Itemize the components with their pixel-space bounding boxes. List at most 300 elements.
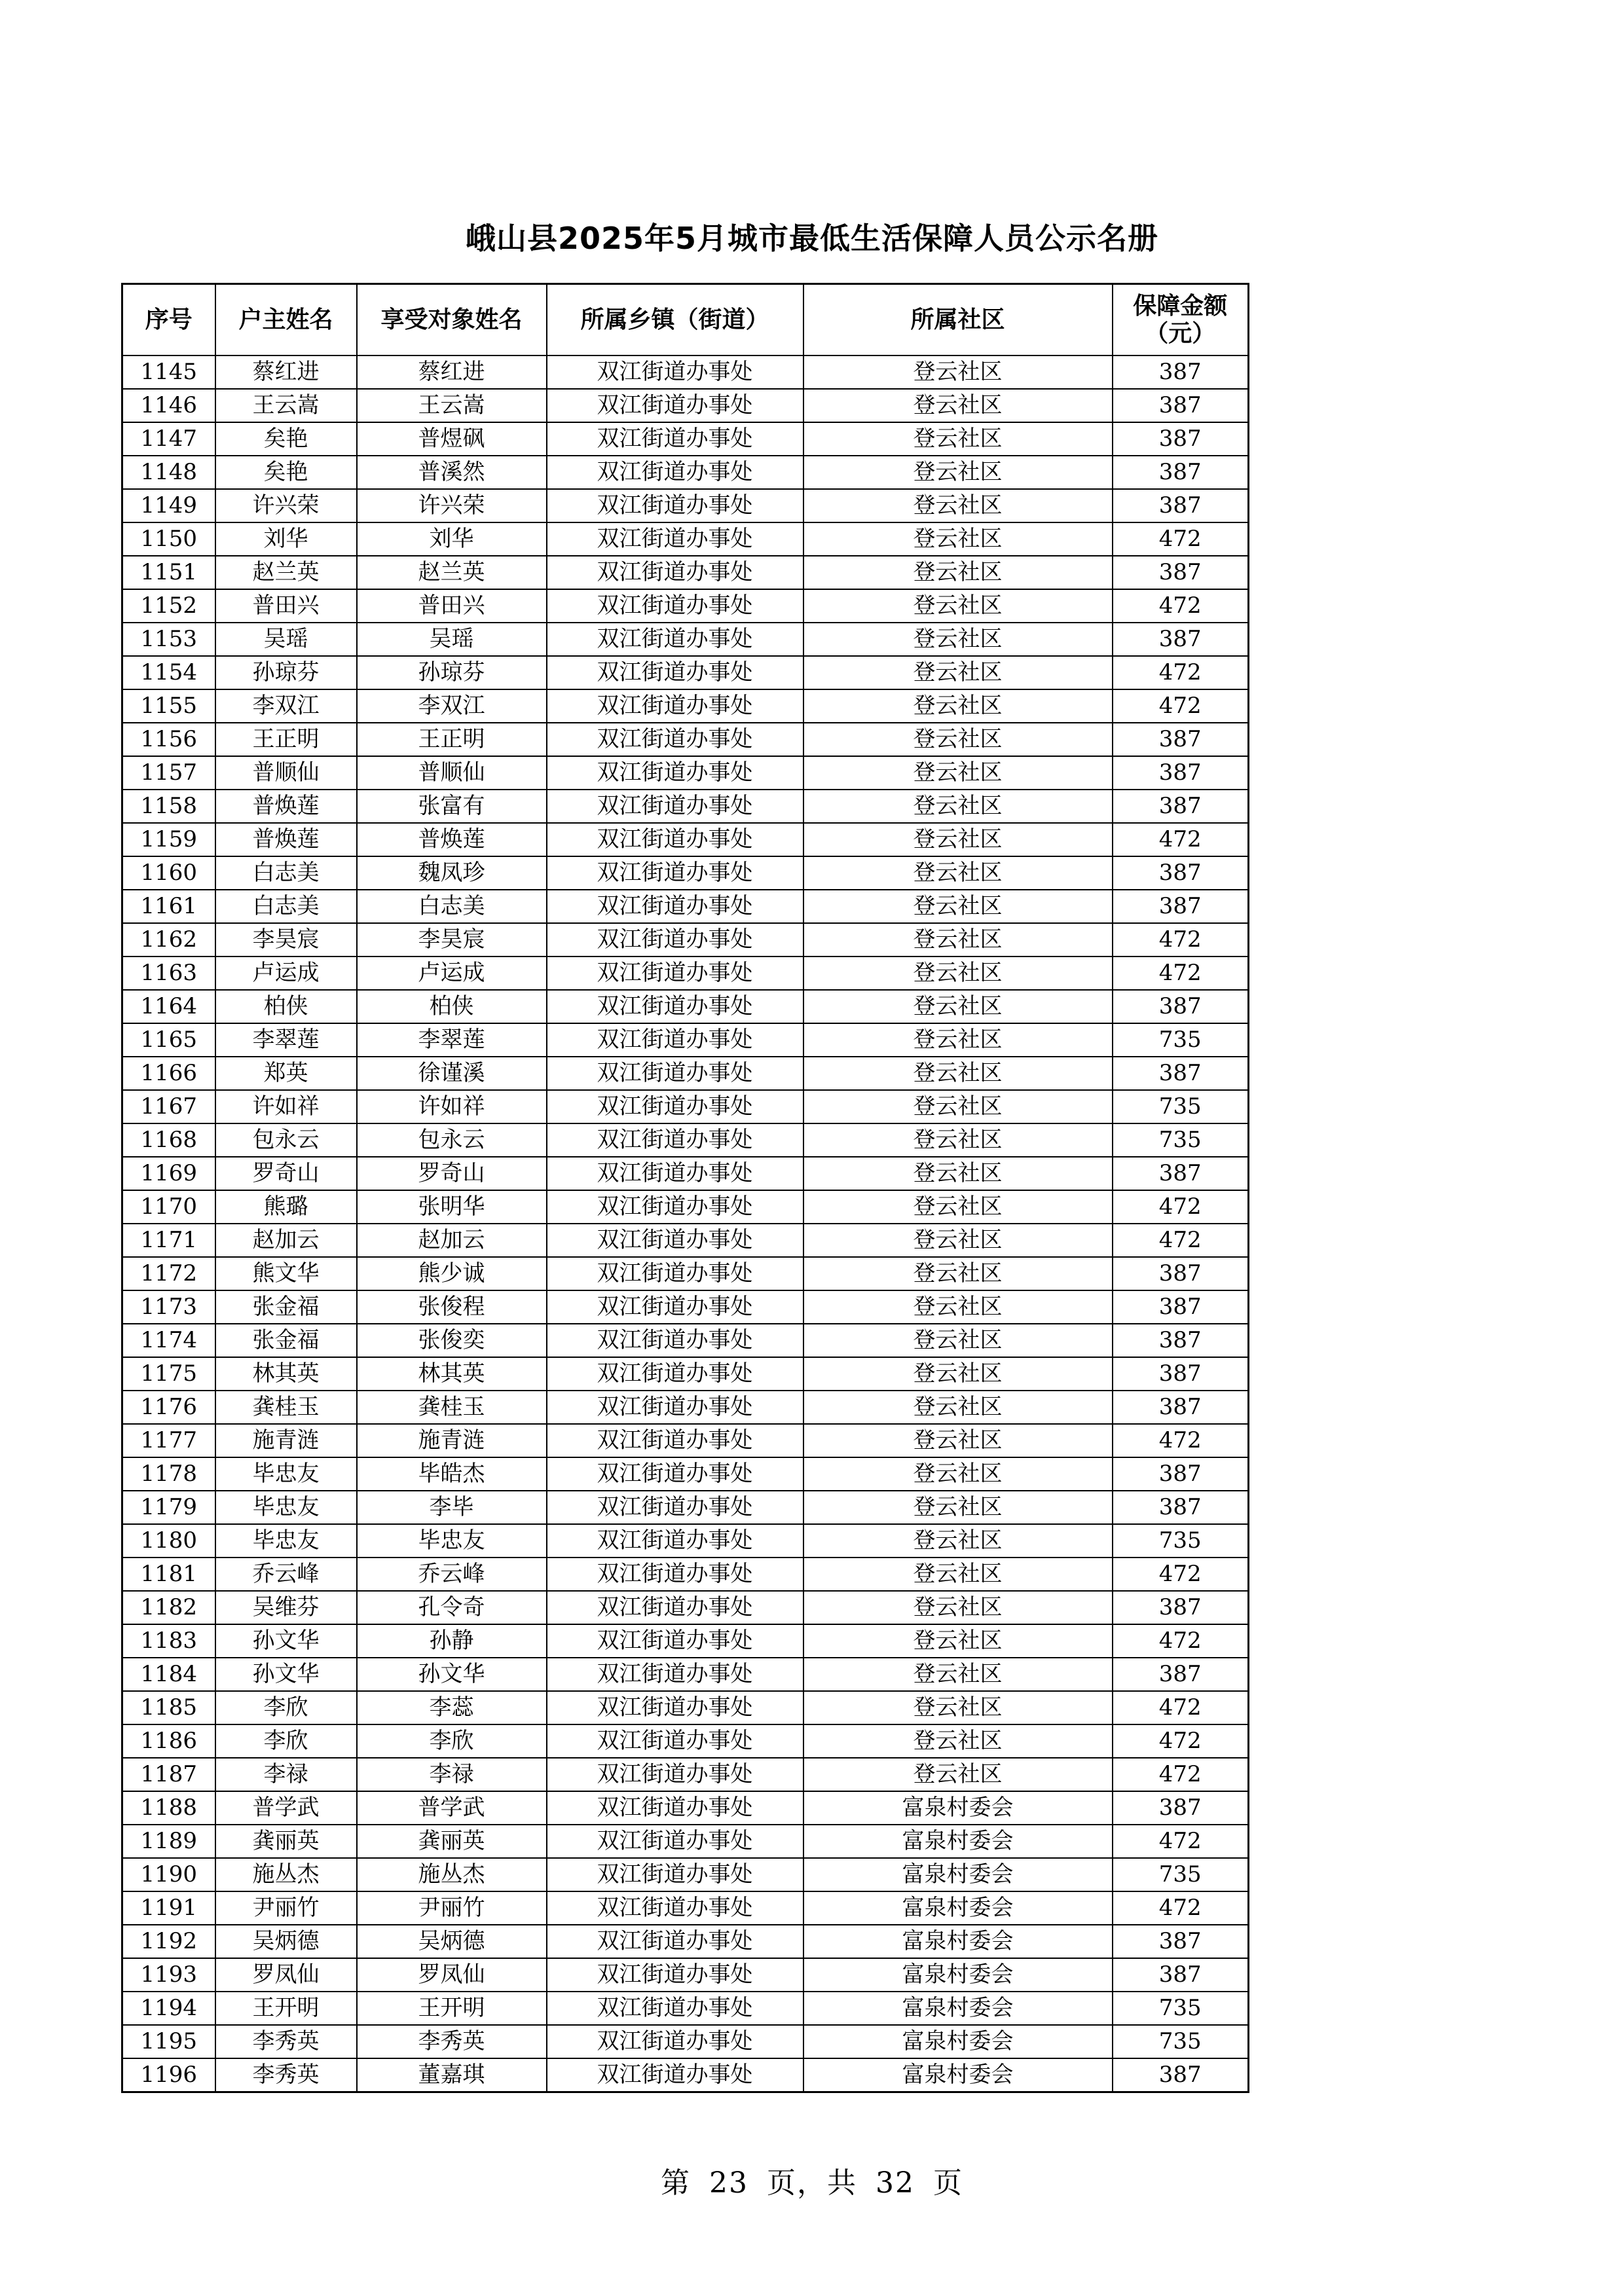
cell-head-name: 龚桂玉 [215, 1391, 357, 1424]
cell-beneficiary: 罗奇山 [357, 1157, 547, 1190]
cell-beneficiary: 孙静 [357, 1624, 547, 1658]
cell-beneficiary: 魏凤珍 [357, 856, 547, 890]
cell-seq: 1184 [122, 1658, 215, 1691]
cell-amount: 387 [1113, 1357, 1249, 1391]
cell-amount: 387 [1113, 756, 1249, 790]
cell-beneficiary: 熊少诚 [357, 1257, 547, 1290]
cell-amount: 472 [1113, 957, 1249, 990]
cell-head-name: 吴瑶 [215, 623, 357, 656]
recipients-table [121, 283, 1249, 2093]
cell-community: 登云社区 [803, 1558, 1113, 1591]
table-row [122, 389, 1249, 422]
cell-seq: 1165 [122, 1023, 215, 1057]
cell-seq: 1193 [122, 1958, 215, 1992]
cell-town: 双江街道办事处 [547, 1591, 803, 1624]
cell-community: 登云社区 [803, 1591, 1113, 1624]
cell-town: 双江街道办事处 [547, 589, 803, 623]
cell-head-name: 李双江 [215, 689, 357, 723]
cell-head-name: 赵兰英 [215, 556, 357, 589]
cell-seq: 1180 [122, 1524, 215, 1558]
cell-community: 登云社区 [803, 556, 1113, 589]
table-row [122, 990, 1249, 1023]
cell-seq: 1173 [122, 1290, 215, 1324]
cell-seq: 1191 [122, 1891, 215, 1925]
table-row [122, 1791, 1249, 1825]
cell-head-name: 熊璐 [215, 1190, 357, 1224]
cell-community: 登云社区 [803, 1123, 1113, 1157]
page-footer [0, 2159, 1624, 2201]
table-row [122, 1023, 1249, 1057]
cell-seq: 1153 [122, 623, 215, 656]
cell-community: 登云社区 [803, 1391, 1113, 1424]
table-row [122, 456, 1249, 489]
cell-seq: 1178 [122, 1457, 215, 1491]
cell-head-name: 李禄 [215, 1758, 357, 1791]
cell-beneficiary: 龚丽英 [357, 1825, 547, 1858]
cell-community: 登云社区 [803, 522, 1113, 556]
cell-town: 双江街道办事处 [547, 1357, 803, 1391]
cell-beneficiary: 张明华 [357, 1190, 547, 1224]
cell-community: 登云社区 [803, 1190, 1113, 1224]
cell-community: 登云社区 [803, 1157, 1113, 1190]
table-row [122, 723, 1249, 756]
table-row [122, 1825, 1249, 1858]
cell-beneficiary: 许兴荣 [357, 489, 547, 522]
table-row [122, 489, 1249, 522]
cell-seq: 1154 [122, 656, 215, 689]
cell-town: 双江街道办事处 [547, 957, 803, 990]
cell-beneficiary: 罗凤仙 [357, 1958, 547, 1992]
cell-community: 登云社区 [803, 1457, 1113, 1491]
cell-town: 双江街道办事处 [547, 923, 803, 957]
cell-community: 登云社区 [803, 856, 1113, 890]
cell-head-name: 熊文华 [215, 1257, 357, 1290]
cell-seq: 1190 [122, 1858, 215, 1891]
cell-seq: 1188 [122, 1791, 215, 1825]
cell-amount: 387 [1113, 623, 1249, 656]
cell-amount: 735 [1113, 1858, 1249, 1891]
cell-seq: 1170 [122, 1190, 215, 1224]
cell-amount: 472 [1113, 1724, 1249, 1758]
cell-seq: 1179 [122, 1491, 215, 1524]
footer-page-number: 23 [709, 2166, 748, 2200]
table-row [122, 1424, 1249, 1457]
cell-town: 双江街道办事处 [547, 790, 803, 823]
cell-seq: 1156 [122, 723, 215, 756]
cell-seq: 1174 [122, 1324, 215, 1357]
cell-head-name: 普顺仙 [215, 756, 357, 790]
cell-community: 登云社区 [803, 1524, 1113, 1558]
cell-amount: 387 [1113, 890, 1249, 923]
cell-town: 双江街道办事处 [547, 756, 803, 790]
cell-amount: 472 [1113, 1758, 1249, 1791]
table-row [122, 1290, 1249, 1324]
cell-town: 双江街道办事处 [547, 456, 803, 489]
cell-town: 双江街道办事处 [547, 389, 803, 422]
table-row [122, 1457, 1249, 1491]
cell-community: 登云社区 [803, 355, 1113, 389]
table-row [122, 1157, 1249, 1190]
cell-head-name: 刘华 [215, 522, 357, 556]
cell-head-name: 普焕莲 [215, 823, 357, 856]
cell-beneficiary: 柏侠 [357, 990, 547, 1023]
cell-community: 登云社区 [803, 589, 1113, 623]
cell-town: 双江街道办事处 [547, 1190, 803, 1224]
cell-community: 登云社区 [803, 422, 1113, 456]
cell-community: 登云社区 [803, 1090, 1113, 1123]
cell-town: 双江街道办事处 [547, 1157, 803, 1190]
table-row [122, 1958, 1249, 1992]
header-town: 所属乡镇（街道） [547, 284, 803, 356]
cell-beneficiary: 李欣 [357, 1724, 547, 1758]
cell-beneficiary: 包永云 [357, 1123, 547, 1157]
cell-beneficiary: 李昊宸 [357, 923, 547, 957]
cell-beneficiary: 孙琼芬 [357, 656, 547, 689]
cell-head-name: 吴炳德 [215, 1925, 357, 1958]
cell-amount: 735 [1113, 1023, 1249, 1057]
cell-town: 双江街道办事处 [547, 1624, 803, 1658]
cell-town: 双江街道办事处 [547, 723, 803, 756]
cell-community: 登云社区 [803, 957, 1113, 990]
table-row [122, 1758, 1249, 1791]
cell-amount: 387 [1113, 1925, 1249, 1958]
cell-community: 登云社区 [803, 389, 1113, 422]
cell-head-name: 施丛杰 [215, 1858, 357, 1891]
cell-community: 富泉村委会 [803, 2025, 1113, 2058]
cell-beneficiary: 孔令奇 [357, 1591, 547, 1624]
cell-amount: 735 [1113, 1123, 1249, 1157]
header-community: 所属社区 [803, 284, 1113, 356]
cell-town: 双江街道办事处 [547, 1891, 803, 1925]
cell-amount: 387 [1113, 1324, 1249, 1357]
table-row [122, 1624, 1249, 1658]
cell-community: 富泉村委会 [803, 1891, 1113, 1925]
cell-community: 登云社区 [803, 1224, 1113, 1257]
table-row [122, 1858, 1249, 1891]
cell-town: 双江街道办事处 [547, 1491, 803, 1524]
cell-amount: 735 [1113, 1090, 1249, 1123]
cell-community: 富泉村委会 [803, 1925, 1113, 1958]
cell-community: 登云社区 [803, 756, 1113, 790]
table-row [122, 1724, 1249, 1758]
cell-head-name: 王云嵩 [215, 389, 357, 422]
cell-seq: 1161 [122, 890, 215, 923]
cell-head-name: 蔡红进 [215, 355, 357, 389]
cell-town: 双江街道办事处 [547, 1791, 803, 1825]
cell-seq: 1166 [122, 1057, 215, 1090]
cell-beneficiary: 张富有 [357, 790, 547, 823]
table-row [122, 1324, 1249, 1357]
cell-seq: 1175 [122, 1357, 215, 1391]
cell-seq: 1185 [122, 1691, 215, 1724]
cell-community: 登云社区 [803, 1491, 1113, 1524]
cell-amount: 472 [1113, 1825, 1249, 1858]
cell-seq: 1163 [122, 957, 215, 990]
table-body [122, 355, 1249, 2092]
table-row [122, 1891, 1249, 1925]
cell-head-name: 毕忠友 [215, 1524, 357, 1558]
table-row [122, 790, 1249, 823]
header-seq: 序号 [122, 284, 215, 356]
cell-community: 登云社区 [803, 689, 1113, 723]
cell-beneficiary: 毕皓杰 [357, 1457, 547, 1491]
cell-beneficiary: 卢运成 [357, 957, 547, 990]
table-row [122, 1591, 1249, 1624]
cell-amount: 472 [1113, 823, 1249, 856]
cell-community: 登云社区 [803, 1724, 1113, 1758]
cell-amount: 472 [1113, 1424, 1249, 1457]
cell-community: 登云社区 [803, 1324, 1113, 1357]
cell-head-name: 孙琼芬 [215, 656, 357, 689]
cell-head-name: 王正明 [215, 723, 357, 756]
cell-seq: 1171 [122, 1224, 215, 1257]
cell-beneficiary: 普焕莲 [357, 823, 547, 856]
cell-beneficiary: 李毕 [357, 1491, 547, 1524]
cell-seq: 1182 [122, 1591, 215, 1624]
cell-head-name: 李翠莲 [215, 1023, 357, 1057]
cell-seq: 1157 [122, 756, 215, 790]
cell-amount: 735 [1113, 1524, 1249, 1558]
cell-seq: 1169 [122, 1157, 215, 1190]
cell-town: 双江街道办事处 [547, 623, 803, 656]
cell-head-name: 包永云 [215, 1123, 357, 1157]
cell-seq: 1196 [122, 2058, 215, 2092]
cell-beneficiary: 吴瑶 [357, 623, 547, 656]
cell-beneficiary: 刘华 [357, 522, 547, 556]
cell-amount: 387 [1113, 355, 1249, 389]
cell-community: 登云社区 [803, 1624, 1113, 1658]
cell-head-name: 尹丽竹 [215, 1891, 357, 1925]
cell-seq: 1186 [122, 1724, 215, 1758]
cell-town: 双江街道办事处 [547, 1224, 803, 1257]
cell-amount: 472 [1113, 1224, 1249, 1257]
cell-beneficiary: 尹丽竹 [357, 1891, 547, 1925]
table-row [122, 1190, 1249, 1224]
page-title: 峨山县2025年5月城市最低生活保障人员公示名册 [465, 221, 1159, 256]
cell-amount: 387 [1113, 1791, 1249, 1825]
table-row [122, 957, 1249, 990]
cell-seq: 1155 [122, 689, 215, 723]
cell-amount: 472 [1113, 923, 1249, 957]
cell-town: 双江街道办事处 [547, 1691, 803, 1724]
cell-beneficiary: 蔡红进 [357, 355, 547, 389]
cell-town: 双江街道办事处 [547, 1424, 803, 1457]
header-amount-line2: （元） [1145, 319, 1216, 347]
cell-community: 登云社区 [803, 1257, 1113, 1290]
cell-head-name: 许如祥 [215, 1090, 357, 1123]
cell-seq: 1162 [122, 923, 215, 957]
cell-town: 双江街道办事处 [547, 1090, 803, 1123]
cell-town: 双江街道办事处 [547, 890, 803, 923]
cell-head-name: 孙文华 [215, 1624, 357, 1658]
cell-head-name: 白志美 [215, 856, 357, 890]
cell-town: 双江街道办事处 [547, 2025, 803, 2058]
cell-head-name: 孙文华 [215, 1658, 357, 1691]
cell-seq: 1159 [122, 823, 215, 856]
cell-head-name: 张金福 [215, 1290, 357, 1324]
cell-town: 双江街道办事处 [547, 422, 803, 456]
cell-town: 双江街道办事处 [547, 990, 803, 1023]
cell-beneficiary: 施青涟 [357, 1424, 547, 1457]
cell-amount: 387 [1113, 1391, 1249, 1424]
cell-head-name: 林其英 [215, 1357, 357, 1391]
cell-head-name: 普焕莲 [215, 790, 357, 823]
cell-head-name: 矣艳 [215, 456, 357, 489]
footer-middle: 页，共 [767, 2166, 857, 2200]
footer-suffix: 页 [933, 2166, 963, 2200]
cell-head-name: 吴维芬 [215, 1591, 357, 1624]
cell-beneficiary: 普田兴 [357, 589, 547, 623]
cell-amount: 387 [1113, 990, 1249, 1023]
cell-head-name: 龚丽英 [215, 1825, 357, 1858]
cell-head-name: 王开明 [215, 1992, 357, 2025]
cell-head-name: 张金福 [215, 1324, 357, 1357]
cell-seq: 1145 [122, 355, 215, 389]
table-row [122, 1357, 1249, 1391]
table-header-row [122, 284, 1249, 356]
cell-amount: 387 [1113, 422, 1249, 456]
cell-community: 登云社区 [803, 1691, 1113, 1724]
cell-community: 富泉村委会 [803, 1858, 1113, 1891]
table-row [122, 1658, 1249, 1691]
cell-head-name: 普学武 [215, 1791, 357, 1825]
cell-amount: 472 [1113, 1691, 1249, 1724]
cell-amount: 387 [1113, 1157, 1249, 1190]
cell-amount: 472 [1113, 656, 1249, 689]
cell-seq: 1160 [122, 856, 215, 890]
cell-amount: 387 [1113, 2058, 1249, 2092]
cell-amount: 472 [1113, 1558, 1249, 1591]
cell-seq: 1192 [122, 1925, 215, 1958]
cell-community: 登云社区 [803, 656, 1113, 689]
cell-head-name: 卢运成 [215, 957, 357, 990]
cell-head-name: 郑英 [215, 1057, 357, 1090]
table-row [122, 556, 1249, 589]
cell-town: 双江街道办事处 [547, 1558, 803, 1591]
cell-seq: 1151 [122, 556, 215, 589]
cell-town: 双江街道办事处 [547, 1858, 803, 1891]
cell-beneficiary: 王开明 [357, 1992, 547, 2025]
cell-head-name: 罗奇山 [215, 1157, 357, 1190]
cell-head-name: 白志美 [215, 890, 357, 923]
table-row [122, 589, 1249, 623]
cell-community: 登云社区 [803, 923, 1113, 957]
cell-town: 双江街道办事处 [547, 556, 803, 589]
cell-head-name: 李秀英 [215, 2025, 357, 2058]
table-row [122, 756, 1249, 790]
cell-amount: 387 [1113, 790, 1249, 823]
cell-head-name: 毕忠友 [215, 1491, 357, 1524]
table-row [122, 1391, 1249, 1424]
table-row [122, 856, 1249, 890]
cell-beneficiary: 赵加云 [357, 1224, 547, 1257]
cell-community: 登云社区 [803, 1424, 1113, 1457]
cell-town: 双江街道办事处 [547, 1524, 803, 1558]
cell-beneficiary: 李秀英 [357, 2025, 547, 2058]
cell-town: 双江街道办事处 [547, 1925, 803, 1958]
cell-amount: 387 [1113, 489, 1249, 522]
cell-seq: 1194 [122, 1992, 215, 2025]
cell-town: 双江街道办事处 [547, 656, 803, 689]
cell-head-name: 柏侠 [215, 990, 357, 1023]
cell-community: 登云社区 [803, 1357, 1113, 1391]
cell-town: 双江街道办事处 [547, 522, 803, 556]
cell-seq: 1187 [122, 1758, 215, 1791]
cell-amount: 472 [1113, 1190, 1249, 1224]
table-row [122, 1257, 1249, 1290]
cell-town: 双江街道办事处 [547, 1023, 803, 1057]
cell-town: 双江街道办事处 [547, 2058, 803, 2092]
cell-amount: 387 [1113, 389, 1249, 422]
cell-community: 富泉村委会 [803, 1825, 1113, 1858]
cell-beneficiary: 李禄 [357, 1758, 547, 1791]
cell-community: 登云社区 [803, 990, 1113, 1023]
cell-community: 富泉村委会 [803, 1791, 1113, 1825]
cell-beneficiary: 白志美 [357, 890, 547, 923]
cell-head-name: 乔云峰 [215, 1558, 357, 1591]
table-row [122, 1691, 1249, 1724]
table-row [122, 1224, 1249, 1257]
cell-town: 双江街道办事处 [547, 489, 803, 522]
table-row [122, 1558, 1249, 1591]
cell-seq: 1176 [122, 1391, 215, 1424]
cell-town: 双江街道办事处 [547, 1123, 803, 1157]
cell-amount: 387 [1113, 1457, 1249, 1491]
cell-amount: 387 [1113, 1591, 1249, 1624]
cell-beneficiary: 王云嵩 [357, 389, 547, 422]
cell-community: 登云社区 [803, 1023, 1113, 1057]
cell-seq: 1195 [122, 2025, 215, 2058]
cell-seq: 1147 [122, 422, 215, 456]
cell-head-name: 毕忠友 [215, 1457, 357, 1491]
cell-community: 登云社区 [803, 1758, 1113, 1791]
table-row [122, 689, 1249, 723]
cell-head-name: 矣艳 [215, 422, 357, 456]
table-row [122, 823, 1249, 856]
cell-seq: 1148 [122, 456, 215, 489]
cell-seq: 1183 [122, 1624, 215, 1658]
cell-beneficiary: 李翠莲 [357, 1023, 547, 1057]
cell-town: 双江街道办事处 [547, 1825, 803, 1858]
cell-beneficiary: 徐谨溪 [357, 1057, 547, 1090]
cell-town: 双江街道办事处 [547, 1391, 803, 1424]
cell-community: 登云社区 [803, 823, 1113, 856]
cell-amount: 735 [1113, 2025, 1249, 2058]
cell-beneficiary: 普顺仙 [357, 756, 547, 790]
cell-seq: 1181 [122, 1558, 215, 1591]
cell-amount: 387 [1113, 723, 1249, 756]
cell-town: 双江街道办事处 [547, 355, 803, 389]
table-row [122, 1491, 1249, 1524]
cell-beneficiary: 毕忠友 [357, 1524, 547, 1558]
cell-seq: 1150 [122, 522, 215, 556]
cell-beneficiary: 董嘉琪 [357, 2058, 547, 2092]
cell-beneficiary: 李双江 [357, 689, 547, 723]
table-row [122, 1992, 1249, 2025]
cell-head-name: 施青涟 [215, 1424, 357, 1457]
header-beneficiary: 享受对象姓名 [357, 284, 547, 356]
cell-town: 双江街道办事处 [547, 1290, 803, 1324]
cell-seq: 1146 [122, 389, 215, 422]
cell-amount: 472 [1113, 689, 1249, 723]
table-row [122, 1090, 1249, 1123]
table-row [122, 2025, 1249, 2058]
cell-beneficiary: 张俊奕 [357, 1324, 547, 1357]
cell-head-name: 赵加云 [215, 1224, 357, 1257]
cell-head-name: 李欣 [215, 1691, 357, 1724]
cell-head-name: 许兴荣 [215, 489, 357, 522]
cell-community: 登云社区 [803, 790, 1113, 823]
